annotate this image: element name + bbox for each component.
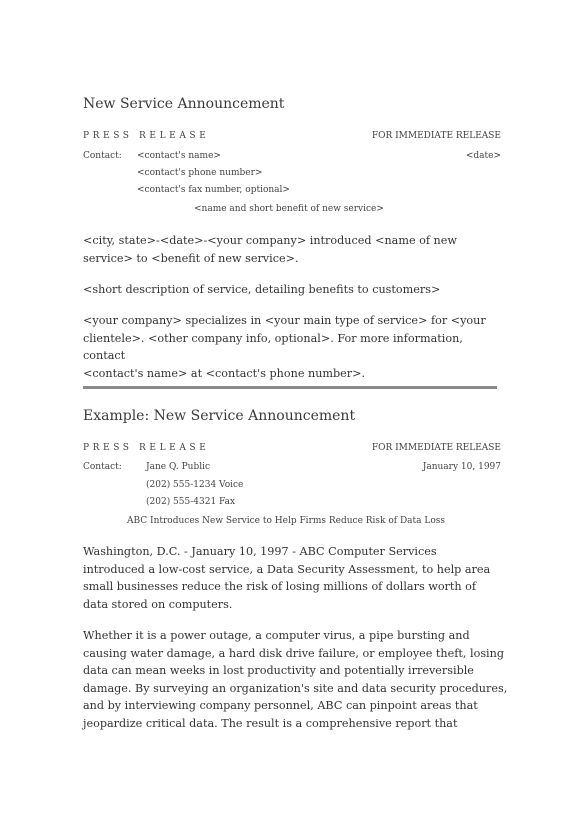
example-phone: (202) 555-1234 Voice [146,480,244,490]
example-paragraph-2-line: causing water damage, a hard disk drive failure, or employee theft, losing [83,646,505,660]
example-contact-label: Contact: [83,462,122,472]
template-contact-label: Contact: [83,151,122,161]
template-date: <date> [465,151,501,161]
example-paragraph-2-line: data can mean weeks in lost productivity and potentially irreversible [83,664,474,678]
example-paragraph-2 [83,627,508,733]
template-press-release: PRESS RELEASE [83,131,210,141]
example-heading: Example: New Service Announcement [83,408,356,424]
template-contact-name: <contact's name> [137,151,221,161]
example-paragraph-2-line: Whether it is a power outage, a computer virus, a pipe bursting and [83,629,470,642]
example-paragraph-2-line: damage. By surveying an organization's site and data security procedures, [83,681,508,695]
example-paragraph-1-line: small businesses reduce the risk of losing millions of dollars worth of [83,580,477,594]
template-subhead: <name and short benefit of new service> [194,204,384,214]
template-fax: <contact's fax number, optional> [137,185,290,195]
example-fax: (202) 555-4321 Fax [146,497,236,507]
template-immediate-release: FOR IMMEDIATE RELEASE [371,131,501,141]
example-date: January 10, 1997 [422,462,501,472]
example-immediate-release: FOR IMMEDIATE RELEASE [371,443,501,453]
template-paragraph-1 [83,232,508,267]
template-heading: New Service Announcement [83,96,285,112]
template-paragraph-2-line: <short description of service, detailing benefits to customers> [83,283,441,296]
template-phone: <contact's phone number> [137,168,263,178]
template-paragraph-3 [83,312,508,382]
example-paragraph-2-line: and by interviewing company personnel, ABC can pinpoint areas that [83,699,478,713]
example-contact-name: Jane Q. Public [146,462,211,472]
example-paragraph-1 [83,543,508,613]
example-press-release: PRESS RELEASE [83,443,210,453]
example-paragraph-2-line: jeopardize critical data. The result is a comprehensive report that [83,716,458,730]
example-subhead: ABC Introduces New Service to Help Firms Reduce Risk of Data Loss [127,516,446,526]
template-paragraph-3-line: <your company> specializes in <your main type of service> for <your [83,314,486,327]
example-paragraph-1-line: Washington, D.C. - January 10, 1997 - ABC Computer Services [83,545,437,558]
template-paragraph-1-line: <city, state>-<date>-<your company> introduced <name of new [83,234,457,247]
example-paragraph-1-line: data stored on computers. [83,597,233,611]
section-divider [83,386,497,389]
template-paragraph-3-line: clientele>. <other company info, optional>. For more information, contact [83,331,463,363]
template-paragraph-1-line: service> to <benefit of new service>. [83,251,299,265]
template-paragraph-2 [83,281,508,299]
template-paragraph-3-line: <contact's name> at <contact's phone number>. [83,366,366,380]
example-paragraph-1-line: introduced a low-cost service, a Data Security Assessment, to help area [83,562,491,576]
